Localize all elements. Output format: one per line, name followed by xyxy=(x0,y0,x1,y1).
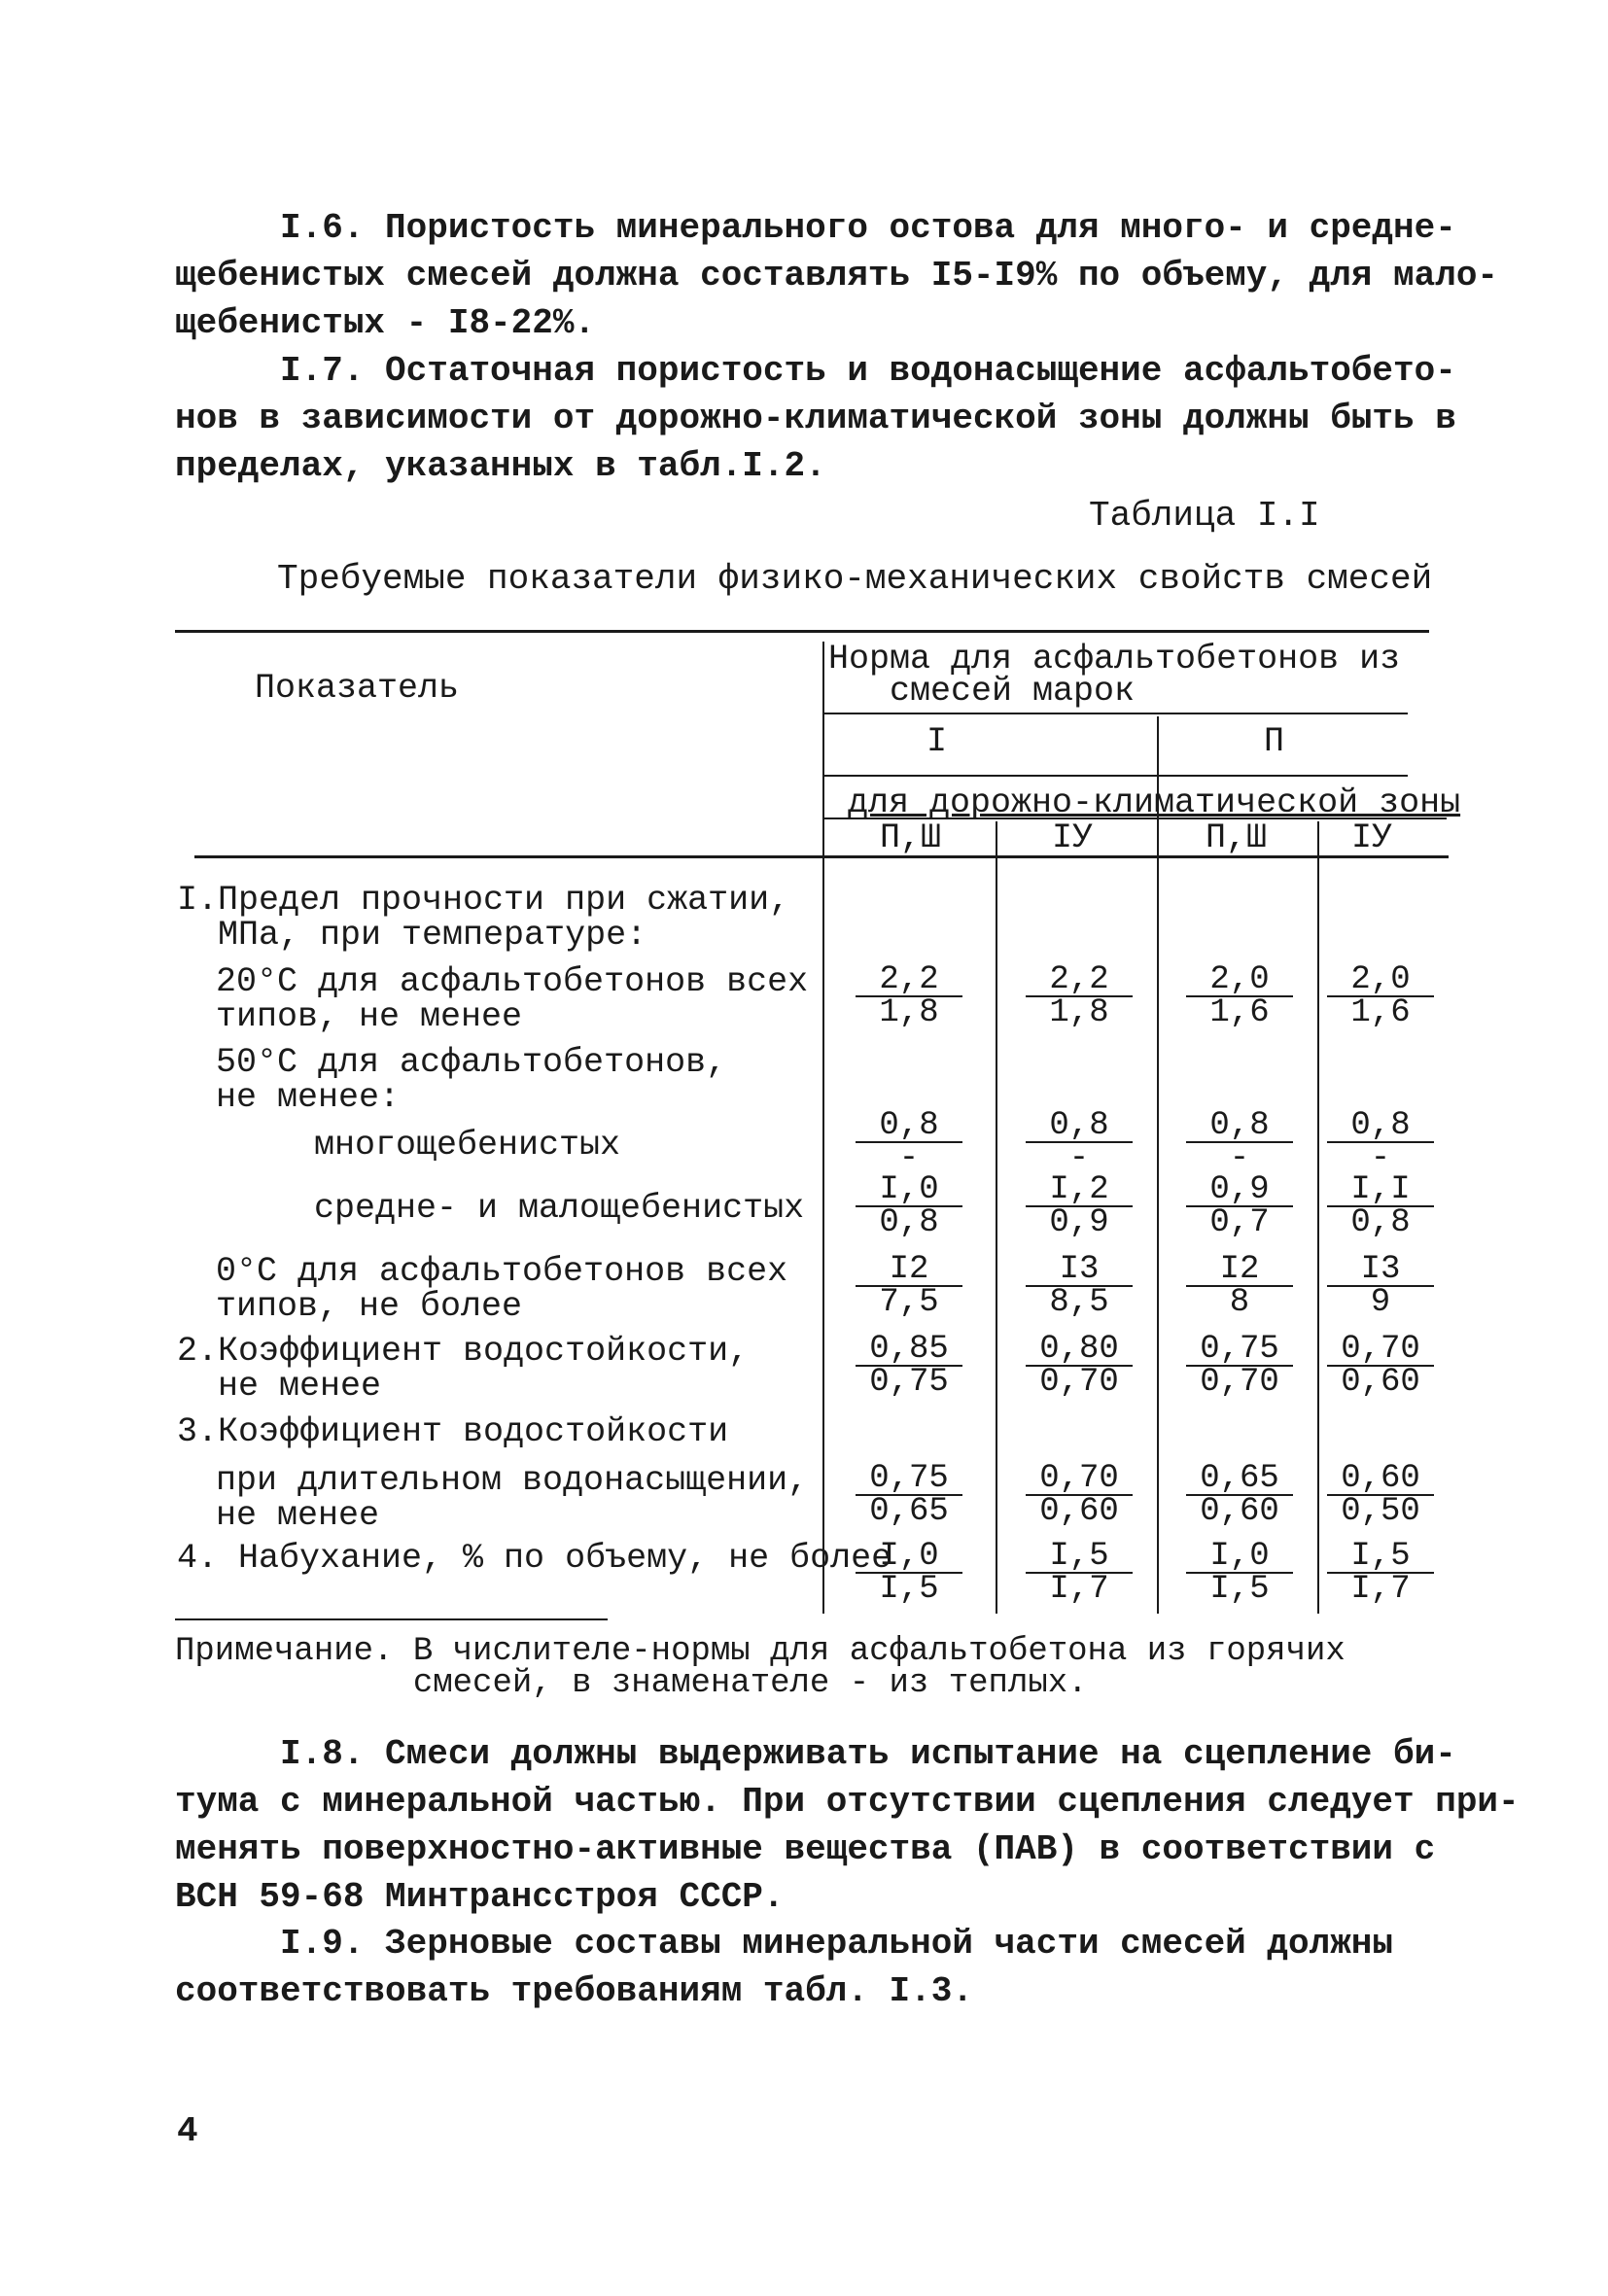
value-cell: 0,8 - xyxy=(1186,1110,1293,1174)
row-label-1: I.Предел прочности при сжатии, МПа, при температуре: xyxy=(177,881,790,955)
row-label-4: многощебенистых xyxy=(314,1126,621,1165)
value-cell: $\frac{I,2}{0,9}$ xyxy=(1026,1174,1133,1238)
value-cell: $\frac{I2}{8}$ xyxy=(1186,1254,1293,1318)
table-number: Таблица I.I xyxy=(1089,496,1320,536)
header-zone-1: П,Ш xyxy=(880,818,942,857)
value-cell: $\frac{0,65}{0,60}$ xyxy=(1186,1463,1293,1527)
value-cell: 0,8 - xyxy=(1026,1110,1133,1174)
value-cell: $\frac{2,0}{1,6}$ xyxy=(1327,964,1434,1028)
grade-header-rule xyxy=(824,775,1408,777)
value-cell: $\frac{2,2}{1,8}$ xyxy=(856,964,962,1028)
value-cell: $\frac{2,2}{1,8}$ xyxy=(1026,964,1133,1028)
header-grade-2: П xyxy=(1264,722,1285,761)
value-cell: $\frac{I,I}{0,8}$ xyxy=(1327,1174,1434,1238)
table-top-rule xyxy=(175,630,1429,633)
row-label-5: средне- и малощебенистых xyxy=(314,1189,805,1228)
row-label-2: 20°С для асфальтобетонов всех типов, не менее xyxy=(216,962,809,1036)
paragraph-1-6: I.6. Пористость минерального остова для много- и средне- щебенистых смесей должна составлять I5-I9% по объему, для мало- щебенистых - I8-22%. xyxy=(175,208,1499,343)
paragraph-1-7: I.7. Остаточная пористость и водонасыщение асфальтобето- нов в зависимости от дорожно-климатической зоны должны быть в пределах, указанных в табл.I.2. xyxy=(175,351,1456,486)
note-rule xyxy=(175,1618,608,1620)
value-cell: 0,8 - xyxy=(1327,1110,1434,1174)
value-cell: $\frac{0,80}{0,70}$ xyxy=(1026,1334,1133,1398)
header-zone-4: IУ xyxy=(1351,818,1393,857)
header-zone: для дорожно-климатической зоны xyxy=(848,783,1461,822)
norm-header-rule xyxy=(824,713,1408,714)
value-cell: $\frac{I,5}{I,7}$ xyxy=(1327,1541,1434,1605)
page-number: 4 xyxy=(177,2111,198,2151)
value-cell: $\frac{0,70}{0,60}$ xyxy=(1026,1463,1133,1527)
paragraph-1-8: I.8. Смеси должны выдерживать испытание на сцепление би- тума с минеральной частью. При отсутствии сцепления следует при- менять поверхностно-активные вещества (ПАВ) в соответствии с ВСН 59-68 Минтрансстроя СССР. xyxy=(175,1734,1520,1917)
value-cell: $\frac{0,85}{0,75}$ xyxy=(856,1334,962,1398)
value-cell: $\frac{I,0}{I,5}$ xyxy=(856,1541,962,1605)
col-divider-3 xyxy=(1317,821,1319,1614)
table-note: Примечание. В числителе-нормы для асфальтобетона из горячих смесей, в знаменателе - из теплых. xyxy=(175,1633,1346,1702)
value-cell: $\frac{2,0}{1,6}$ xyxy=(1186,964,1293,1028)
row-label-3: 50°С для асфальтобетонов, не менее: xyxy=(216,1043,727,1117)
header-zone-2: IУ xyxy=(1052,818,1094,857)
row-label-10: 4. Набухание, % по объему, не более xyxy=(177,1539,892,1578)
value-cell: $\frac{I,0}{I,5}$ xyxy=(1186,1541,1293,1605)
value-cell: $\frac{0,60}{0,50}$ xyxy=(1327,1463,1434,1527)
table-title: Требуемые показатели физико-механических свойств смесей xyxy=(277,559,1433,599)
value-cell: $\frac{I3}{9}$ xyxy=(1327,1254,1434,1318)
value-cell: $\frac{I3}{8,5}$ xyxy=(1026,1254,1133,1318)
value-cell: $\frac{0,75}{0,65}$ xyxy=(856,1463,962,1527)
header-zone-3: П,Ш xyxy=(1206,818,1268,857)
value-cell: $\frac{0,70}{0,60}$ xyxy=(1327,1334,1434,1398)
value-cell: $\frac{0,9}{0,7}$ xyxy=(1186,1174,1293,1238)
col-divider-1 xyxy=(996,821,997,1614)
value-cell: $\frac{0,75}{0,70}$ xyxy=(1186,1334,1293,1398)
value-cell: $\frac{I2}{7,5}$ xyxy=(856,1254,962,1318)
header-grade-1: I xyxy=(926,722,948,761)
col-divider-2 xyxy=(1157,821,1159,1614)
row-label-7: 2.Коэффициент водостойкости, не менее xyxy=(177,1332,750,1406)
value-cell: 0,8 - xyxy=(856,1110,962,1174)
value-cell: $\frac{I,0}{0,8}$ xyxy=(856,1174,962,1238)
header-norm: Норма для асфальтобетонов из смесей марок xyxy=(828,640,1401,711)
paragraph-1-9: I.9. Зерновые составы минеральной части смесей должны соответствовать требованиям табл. I.3. xyxy=(175,1924,1394,2011)
row-label-6: 0°С для асфальтобетонов всех типов, не более xyxy=(216,1252,788,1326)
header-indicator: Показатель xyxy=(255,669,460,708)
row-label-8: 3.Коэффициент водостойкости xyxy=(177,1412,729,1451)
col-divider-main xyxy=(822,642,824,1614)
row-label-9: при длительном водонасыщении, не менее xyxy=(216,1461,809,1535)
value-cell: $\frac{I,5}{I,7}$ xyxy=(1026,1541,1133,1605)
